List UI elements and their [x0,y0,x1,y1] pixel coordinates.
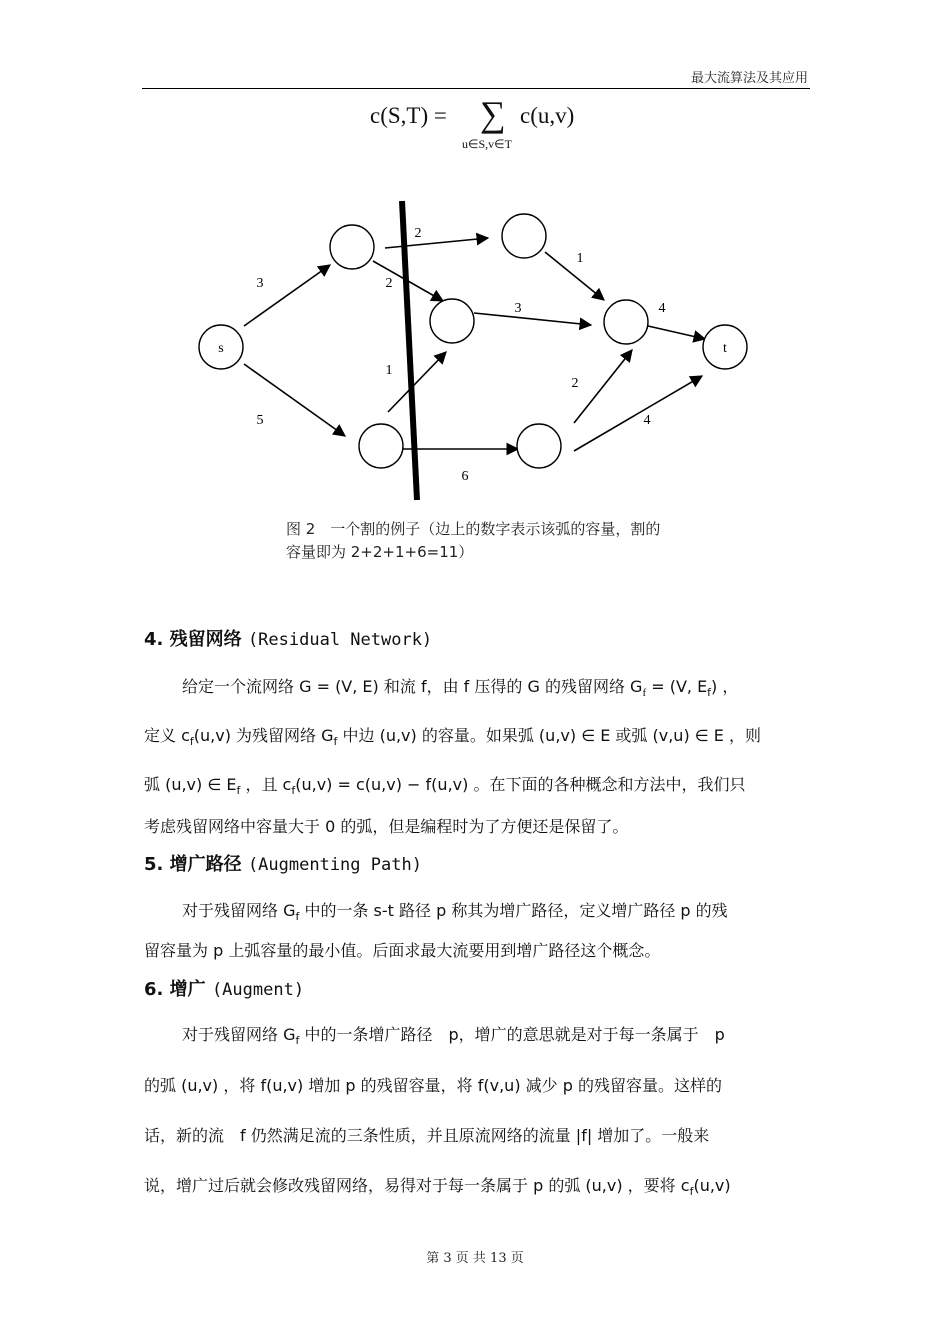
edge-c-e [474,313,591,325]
paragraph-6-line-1: 对于残留网络 $G_f$ 中的一条增广路径 p，增广的意思就是对于每一条属于 p [182,1025,725,1048]
section-english-title: (Augment) [211,980,305,1000]
node-b [502,214,546,258]
section-english-title: (Augmenting Path) [247,855,422,875]
node-a [330,225,374,269]
formula-rhs: c(u,v) [520,103,575,128]
edge-a-b [385,238,488,248]
edge-label-e-t: 4 [658,301,666,316]
section-title: 增广 [169,979,206,1000]
figure-caption [286,518,716,564]
flow-network-diagram [0,0,950,520]
edge-label-f-e: 2 [571,376,579,391]
edge-label-c-e: 3 [514,301,522,316]
formula-subscript: u∈S,v∈T [462,137,512,151]
paragraph-4-line-1: 给定一个流网络 G = (V, E) 和流 f，由 f 压得的 G 的残留网络 $G_f = (V$, $E_f$) ， [182,677,739,700]
node-label-s: s [218,341,224,356]
node-c [430,299,474,343]
running-header: 最大流算法及其应用 [690,71,808,86]
caption-line-1: 图 2 一个割的例子（边上的数字表示该弧的容量，割的 [286,520,661,538]
edge-label-s-d: 5 [256,413,264,428]
paragraph-6-line-2: 的弧 (u,v) ，将 f(u,v) 增加 p 的残留容量，将 f(v,u) 减少 p 的残留容量。这样的 [144,1076,722,1095]
section-english-title: (Residual Network) [247,630,433,650]
edge-label-s-a: 3 [256,276,264,291]
node-e [604,300,648,344]
paragraph-5-line-1: 对于残留网络 $G_f$ 中的一条 s-t 路径 p 称其为增广路径，定义增广路径 p 的残 [182,901,728,924]
node-label-t: t [723,341,727,356]
paragraph-6-line-3: 话，新的流 f 仍然满足流的三条性质，并且原流网络的流量 |f| 增加了。一般来 [144,1126,710,1145]
edge-label-d-f: 6 [461,469,469,484]
node-d [359,424,403,468]
edge-label-a-b: 2 [414,226,422,241]
edge-e-t [648,326,705,339]
section-4-heading [144,625,432,651]
edge-d-c [385,352,446,412]
paragraph-4-line-2: 定义 $c_f(u,v)$ 为残留网络 $G_f$ 中边 (u,v) 的容量。如果弧 (u,v) ∈ E 或弧 (v,u) ∈ E ，则 [144,726,761,749]
section-5-heading [144,850,422,876]
caption-line-2: 容量即为 2+2+1+6=11） [286,543,474,561]
section-6-heading [144,975,304,1001]
edge-label-b-e: 1 [576,251,584,266]
edge-b-e [545,252,604,300]
edge-label-d-c: 1 [385,363,393,378]
section-title: 增广路径 [169,854,242,875]
edge-label-f-t: 4 [643,413,651,428]
edge-f-t [571,376,702,451]
section-title: 残留网络 [169,629,242,650]
paragraph-6-line-4: 说，增广过后就会修改残留网络，易得对于每一条属于 p 的弧 (u,v) ，要将 $c_f(u,v)$ [144,1176,731,1199]
section-number: 4. [144,629,164,650]
edge-label-a-c: 2 [385,276,393,291]
paragraph-4-line-3: 弧 (u,v) ∈ $E_f$ ，且 $c_f(u,v) = c(u,v) - f(u,v)$ 。在下面的各种概念和方法中，我们只 [144,775,746,798]
edge-f-e [571,350,632,423]
page-footer: 第 3 页 共 13 页 [426,1251,524,1266]
paragraph-4-line-4: 考虑残留网络中容量大于 0 的弧，但是编程时为了方便还是保留了。 [144,817,629,836]
node-f [517,424,561,468]
formula-sigma: ∑ [480,94,506,134]
edge-s-a [244,265,330,326]
paragraph-5-line-2: 留容量为 p 上弧容量的最小值。后面求最大流要用到增广路径这个概念。 [144,941,661,960]
formula-lhs: c(S,T) = [370,103,447,128]
section-number: 6. [144,979,164,1000]
section-number: 5. [144,854,164,875]
